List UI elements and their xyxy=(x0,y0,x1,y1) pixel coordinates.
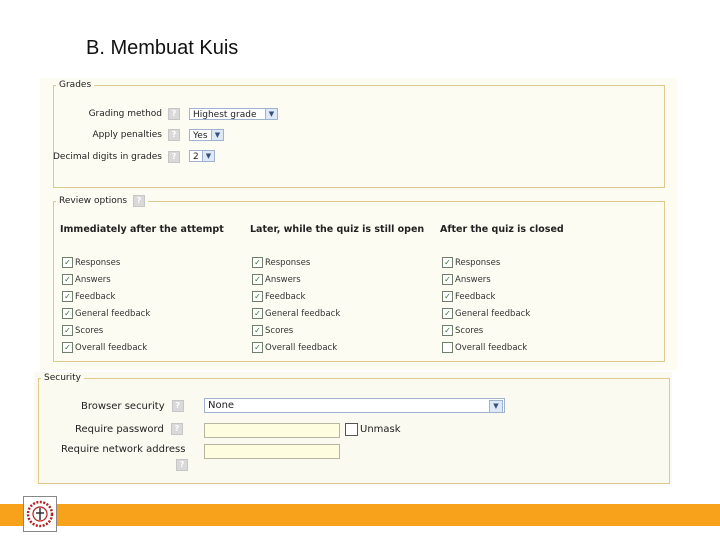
review-option-checkbox[interactable] xyxy=(62,291,115,302)
checkmark-icon[interactable]: ✓ xyxy=(252,342,263,353)
review-column-heading: Later, while the quiz is still open xyxy=(250,224,425,235)
quiz-settings-panel xyxy=(40,78,677,370)
decimal-digits-label: Decimal digits in grades xyxy=(53,152,162,162)
review-option-label: Overall feedback xyxy=(265,342,338,353)
chevron-down-icon: ▼ xyxy=(265,109,277,119)
help-icon[interactable]: ? xyxy=(168,129,180,141)
review-option-checkbox[interactable] xyxy=(252,291,305,302)
review-option-label: Feedback xyxy=(455,291,496,302)
review-option-label: Responses xyxy=(75,257,121,268)
decimal-digits-select[interactable] xyxy=(189,150,215,162)
checkmark-icon[interactable]: ✓ xyxy=(252,308,263,319)
review-option-checkbox[interactable] xyxy=(62,308,150,319)
review-option-checkbox[interactable] xyxy=(252,274,301,285)
help-icon[interactable]: ? xyxy=(171,423,183,435)
review-option-checkbox[interactable] xyxy=(62,325,103,336)
security-legend: Security xyxy=(44,373,81,383)
checkmark-icon[interactable]: ✓ xyxy=(442,308,453,319)
review-option-label: Feedback xyxy=(75,291,116,302)
checkmark-icon[interactable]: ✓ xyxy=(442,274,453,285)
checkmark-icon[interactable]: ✓ xyxy=(62,257,73,268)
checkmark-icon[interactable]: ✓ xyxy=(62,274,73,285)
help-icon[interactable]: ? xyxy=(176,459,188,471)
review-option-label: Scores xyxy=(265,325,294,336)
browser-security-value: None xyxy=(208,400,235,411)
decimal-digits-value: 2 xyxy=(193,152,199,162)
review-option-checkbox[interactable] xyxy=(62,274,111,285)
checkmark-icon[interactable]: ✓ xyxy=(442,325,453,336)
grades-legend: Grades xyxy=(59,80,92,90)
review-option-checkbox[interactable] xyxy=(252,257,310,268)
review-option-checkbox[interactable] xyxy=(62,342,147,353)
review-option-checkbox[interactable] xyxy=(442,325,483,336)
checkmark-icon[interactable]: ✓ xyxy=(442,291,453,302)
unmask-checkbox[interactable] xyxy=(345,423,358,436)
apply-penalties-label: Apply penalties xyxy=(92,130,162,140)
review-option-label: Answers xyxy=(265,274,301,285)
apply-penalties-row xyxy=(80,129,180,141)
checkmark-icon[interactable]: ✓ xyxy=(252,274,263,285)
review-option-label: General feedback xyxy=(455,308,531,319)
apply-penalties-select[interactable] xyxy=(189,129,224,141)
apply-penalties-value: Yes xyxy=(193,131,208,141)
checkmark-icon[interactable]: ✓ xyxy=(252,291,263,302)
review-column-heading: After the quiz is closed xyxy=(440,224,564,235)
browser-security-select[interactable] xyxy=(204,398,505,413)
network-address-input[interactable] xyxy=(204,444,340,459)
require-network-label: Require network address xyxy=(61,444,186,455)
help-icon[interactable]: ? xyxy=(172,400,184,412)
review-options-legend xyxy=(56,195,148,207)
checkmark-icon[interactable]: ✓ xyxy=(62,342,73,353)
review-option-label: Overall feedback xyxy=(75,342,148,353)
grading-method-row xyxy=(80,108,180,120)
require-password-row xyxy=(75,423,183,435)
review-option-label: Answers xyxy=(75,274,111,285)
help-icon[interactable]: ? xyxy=(168,108,180,120)
review-options-fieldset xyxy=(53,195,665,362)
footer-accent-bar xyxy=(0,504,720,526)
review-option-label: Overall feedback xyxy=(455,342,528,353)
review-option-checkbox[interactable] xyxy=(252,342,337,353)
logo-emblem-icon xyxy=(26,500,54,528)
empty-checkbox-icon[interactable] xyxy=(442,342,453,353)
require-password-label: Require password xyxy=(75,423,164,435)
review-option-label: Responses xyxy=(265,257,311,268)
unmask-label: Unmask xyxy=(360,424,401,435)
password-input[interactable] xyxy=(204,423,340,438)
review-option-checkbox[interactable] xyxy=(62,257,120,268)
grading-method-select[interactable] xyxy=(189,108,278,120)
help-icon[interactable]: ? xyxy=(133,195,145,207)
chevron-down-icon: ▼ xyxy=(489,400,503,413)
review-option-label: Feedback xyxy=(265,291,306,302)
review-column-heading: Immediately after the attempt xyxy=(60,224,224,235)
unmask-option[interactable] xyxy=(345,423,401,436)
chevron-down-icon: ▼ xyxy=(202,151,214,161)
review-option-checkbox[interactable] xyxy=(442,274,491,285)
review-option-label: Answers xyxy=(455,274,491,285)
security-panel xyxy=(34,372,672,484)
checkmark-icon[interactable]: ✓ xyxy=(62,325,73,336)
review-option-checkbox[interactable] xyxy=(252,325,293,336)
review-option-label: General feedback xyxy=(265,308,341,319)
checkmark-icon[interactable]: ✓ xyxy=(442,257,453,268)
browser-security-row xyxy=(81,400,184,412)
review-option-label: Responses xyxy=(455,257,501,268)
review-option-checkbox[interactable] xyxy=(442,257,500,268)
review-option-label: Scores xyxy=(75,325,104,336)
review-option-label: General feedback xyxy=(75,308,151,319)
institution-logo xyxy=(23,496,57,532)
decimal-digits-row xyxy=(50,151,180,163)
chevron-down-icon: ▼ xyxy=(211,130,223,140)
checkmark-icon[interactable]: ✓ xyxy=(62,308,73,319)
grading-method-label: Grading method xyxy=(88,109,162,119)
grading-method-value: Highest grade xyxy=(193,110,257,120)
checkmark-icon[interactable]: ✓ xyxy=(252,257,263,268)
review-option-checkbox[interactable] xyxy=(252,308,340,319)
help-icon[interactable]: ? xyxy=(168,151,180,163)
browser-security-label: Browser security xyxy=(81,400,165,412)
review-option-label: Scores xyxy=(455,325,484,336)
review-option-checkbox[interactable] xyxy=(442,308,530,319)
checkmark-icon[interactable]: ✓ xyxy=(252,325,263,336)
review-option-checkbox[interactable] xyxy=(442,291,495,302)
review-option-checkbox[interactable] xyxy=(442,342,527,353)
review-options-legend-text: Review options xyxy=(59,196,128,206)
slide-title: B. Membuat Kuis xyxy=(86,37,239,59)
checkmark-icon[interactable]: ✓ xyxy=(62,291,73,302)
